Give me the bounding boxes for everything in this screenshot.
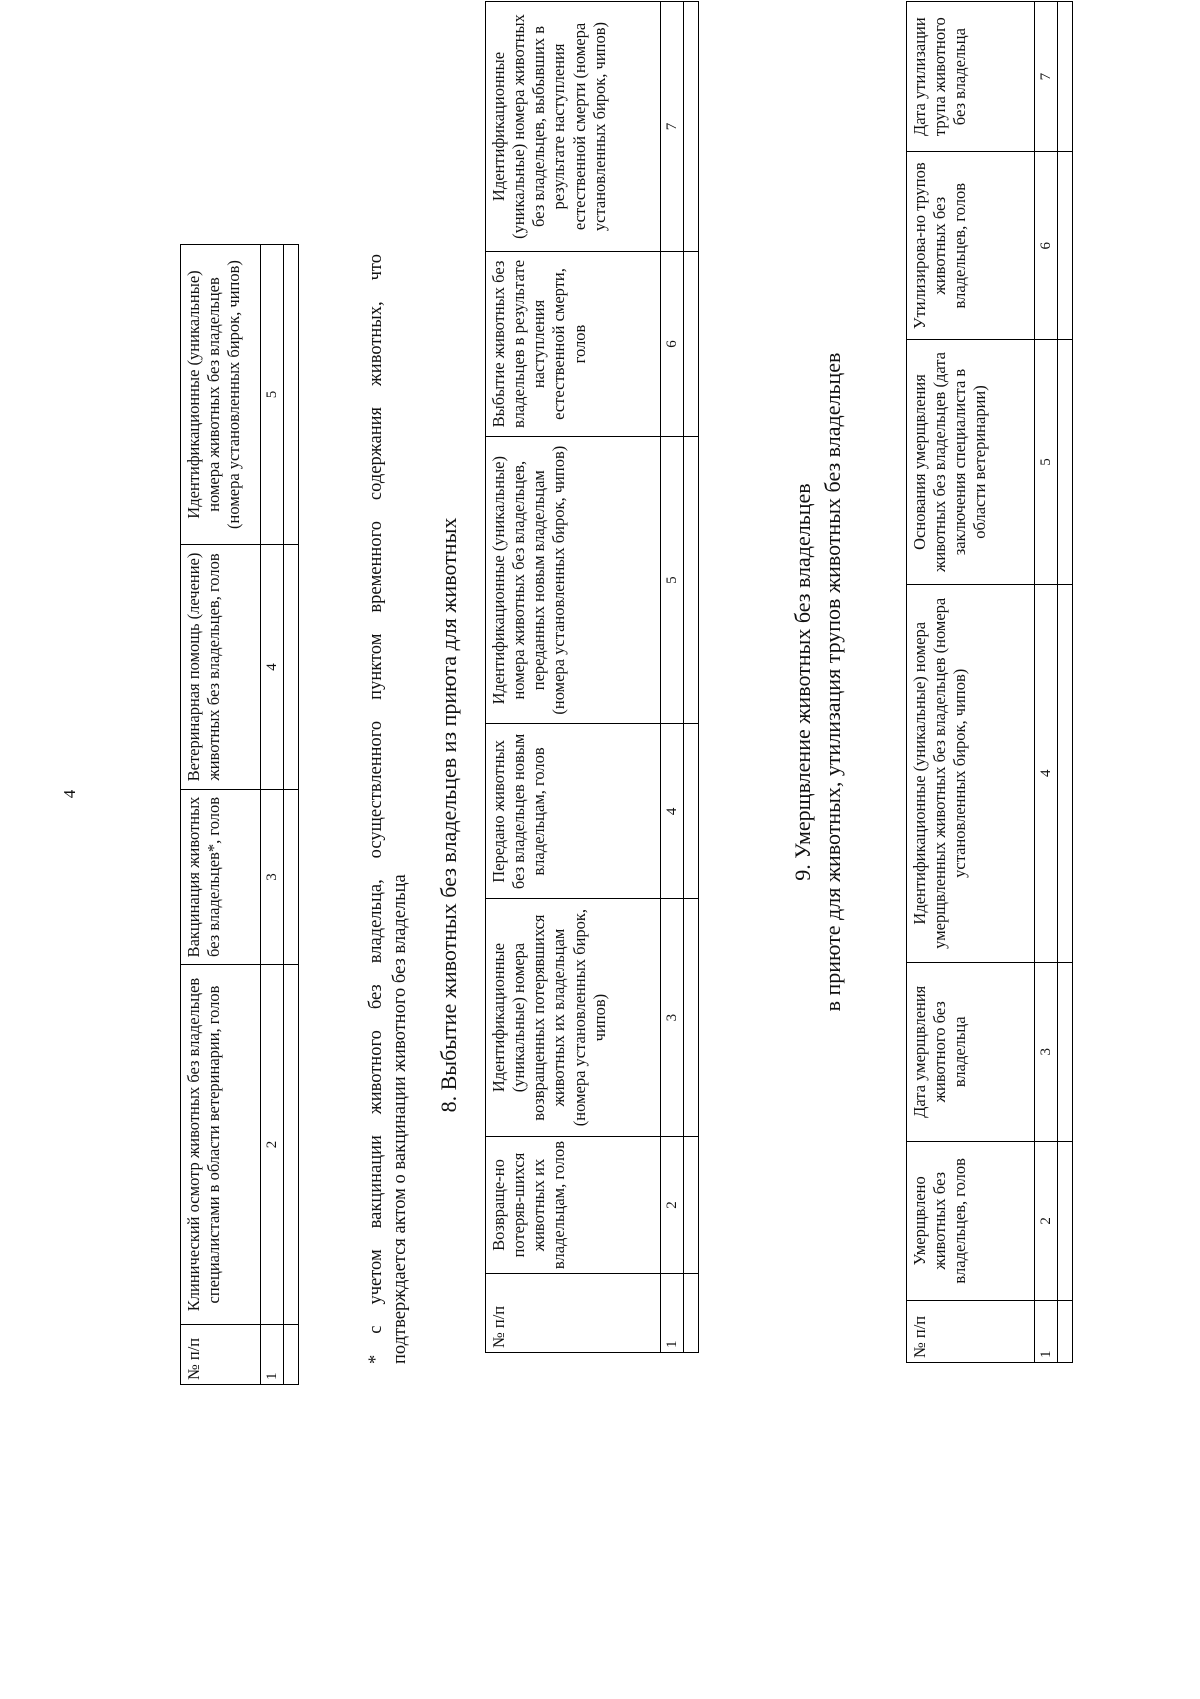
col-header-clinical-exam: Клинический осмотр животных без владельцев специалистами в области ветеринарии, голов [181,965,261,1325]
column-number: 3 [261,790,284,965]
section-8-title: 8. Выбытие животных без владельцев из приюта для животных [436,517,461,1113]
column-number: 1 [661,1274,684,1353]
col-header-transferred-count: Передано животных без владельцев новым владельцам, голов [486,724,661,899]
col-header-natural-death-ids: Идентификационные (уникальные) номера животных без владельцев, выбывших в результате наступления естественной смерти (номера установленных бирок, чипов) [486,2,661,252]
col-header-disposal-date: Дата утилизации трупа животного без владельца [907,2,1035,152]
column-number-row [261,245,284,1385]
euthanasia-table [906,1,1073,1363]
page-number: 4 [60,789,79,799]
col-header-number: № п/п [907,1300,1035,1362]
col-header-disposed-count: Утилизирова-но трупов животных без владельцев, голов [907,152,1035,340]
column-number: 7 [661,2,684,252]
disposal-table [485,1,699,1353]
column-number: 5 [261,245,284,545]
empty-data-row [684,2,699,1353]
footnote-line-1: * с учетом вакцинации животного без владельца, осуществленного пунктом временного содержания животных, что [366,254,386,1364]
col-header-id-numbers: Идентификационные (уникальные) номера животных без владельцев (номера установленных бирок, чипов) [181,245,261,545]
col-header-vaccination: Вакцинация животных без владельцев*, голов [181,790,261,965]
col-header-vet-care: Ветеринарная помощь (лечение) животных без владельцев, голов [181,545,261,790]
column-number: 1 [261,1325,284,1385]
footnote-line-2: подтверждается актом о вакцинации животного без владельца [390,874,411,1364]
column-number-row [1035,2,1058,1363]
col-header-returned-count: Возвраще-но потеряв-шихся животных их владельцам, голов [486,1136,661,1273]
column-number: 3 [1035,962,1058,1141]
col-header-number: № п/п [486,1274,661,1353]
column-number: 4 [661,724,684,899]
column-number: 2 [1035,1141,1058,1300]
empty-data-row [284,245,299,1385]
column-number: 4 [261,545,284,790]
column-number: 6 [1035,152,1058,340]
column-number-row [661,2,684,1353]
col-header-transferred-ids: Идентификационные (уникальные) номера животных без владельцев, переданных новым владельцам (номера установленных бирок, чипов) [486,436,661,723]
column-number: 6 [661,252,684,437]
vet-care-table [180,244,299,1385]
col-header-number: № п/п [181,1325,261,1385]
column-number: 5 [1035,340,1058,585]
column-number: 7 [1035,2,1058,152]
col-header-euthanasia-grounds: Основания умерщвления животных без владельцев (дата заключения специалиста в области ветеринарии) [907,340,1035,585]
col-header-natural-death-count: Выбытие животных без владельцев в результате наступления естественной смерти, голов [486,252,661,437]
column-number: 2 [661,1136,684,1273]
section-9-title-line-2: в приюте для животных, утилизация трупов животных без владельцев [819,352,845,1012]
section-9-title [788,1,847,1363]
column-number: 5 [661,436,684,723]
column-number: 4 [1035,584,1058,962]
column-number: 3 [661,899,684,1136]
empty-data-row [1058,2,1073,1363]
column-number: 1 [1035,1300,1058,1362]
col-header-returned-ids: Идентификационные (уникальные) номера возвращенных потерявшихся животных их владельцам (номера установленных бирок, чипов) [486,899,661,1136]
col-header-euthanized-ids: Идентификационные (уникальные) номера умерщвленных животных без владельцев (номера установленных бирок, чипов) [907,584,1035,962]
vaccination-footnote [364,254,412,1364]
section-9-title-line-1: 9. Умерщвление животных без владельцев [790,483,815,881]
col-header-euthanasia-date: Дата умерщвления животного без владельца [907,962,1035,1141]
column-number: 2 [261,965,284,1325]
col-header-euthanized-count: Умерщвлено животных без владельцев, голов [907,1141,1035,1300]
